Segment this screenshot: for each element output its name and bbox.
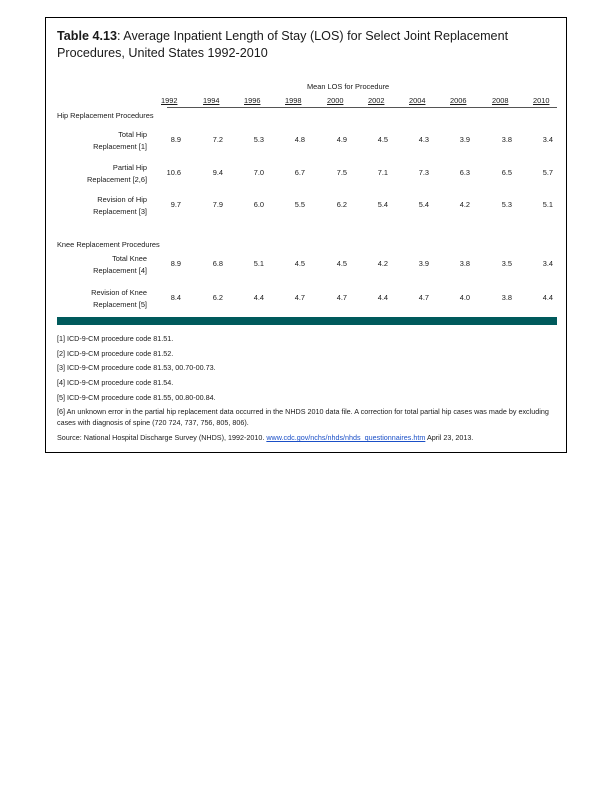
table-cell: 3.8 (501, 135, 512, 144)
section-heading: Knee Replacement Procedures (57, 240, 160, 249)
table-cell: 5.4 (377, 200, 388, 209)
table-cell: 4.3 (418, 135, 429, 144)
table-cell: 8.9 (170, 135, 181, 144)
table-cell: 3.8 (459, 259, 470, 268)
table-title-text: : Average Inpatient Length of Stay (LOS) for Select Joint Replacement Procedures, United States 1992-2010 (57, 29, 509, 60)
table-cell: 8.9 (170, 259, 181, 268)
source-prefix: Source: National Hospital Discharge Survey (NHDS), 1992-2010. (57, 433, 267, 443)
table-cell: 3.5 (501, 259, 512, 268)
table-cell: 6.5 (501, 168, 512, 177)
year-header: 2000 (327, 96, 344, 105)
table-cell: 3.4 (542, 259, 553, 268)
table-cell: 9.7 (170, 200, 181, 209)
table-cell: 3.4 (542, 135, 553, 144)
table-cell: 7.9 (212, 200, 223, 209)
header-rule (167, 107, 557, 108)
table-cell: 4.7 (336, 293, 347, 302)
row-label (57, 194, 147, 218)
source-link[interactable]: www.cdc.gov/nchs/nhds/nhds_questionnaires.htm (266, 433, 426, 443)
table-cell: 5.5 (294, 200, 305, 209)
table-cell: 5.3 (501, 200, 512, 209)
footnote: [1] ICD-9-CM procedure code 81.51. (57, 334, 174, 343)
year-header: 2010 (533, 96, 550, 105)
row-label-line: Replacement [1] (93, 142, 147, 151)
table-cell: 4.2 (459, 200, 470, 209)
year-header: 2002 (368, 96, 385, 105)
year-header: 1998 (285, 96, 302, 105)
row-label-line: Revision of Hip (97, 195, 147, 204)
table-cell: 7.2 (212, 135, 223, 144)
table-cell: 7.3 (418, 168, 429, 177)
year-header-row (57, 96, 557, 106)
table-cell: 6.0 (253, 200, 264, 209)
table-cell: 4.5 (294, 259, 305, 268)
row-label (57, 129, 147, 153)
table-cell: 5.7 (542, 168, 553, 177)
source-note (57, 432, 557, 443)
footnote: [5] ICD-9-CM procedure code 81.55, 00.80-00.84. (57, 392, 216, 402)
row-label (57, 287, 147, 311)
row-label-line: Revision of Knee (91, 288, 147, 297)
row-label-line: Total Hip (118, 130, 147, 139)
table-cell: 4.2 (377, 259, 388, 268)
row-label-line: Replacement [5] (93, 300, 147, 309)
table-cell: 4.4 (377, 293, 388, 302)
footnote: [6] An unknown error in the partial hip replacement data occurred in the NHDS 2010 data file. A correction for total partial hip cases was made by excluding cases with diagnosis of spine (720 724, 737, 756, 805, 806). (57, 407, 549, 428)
row-label-line: Replacement [2,6] (87, 175, 147, 184)
table-title (57, 28, 557, 62)
table-cell: 6.2 (212, 293, 223, 302)
section-heading: Hip Replacement Procedures (57, 111, 154, 120)
year-header: 1996 (244, 96, 261, 105)
row-label-line: Replacement [3] (93, 207, 147, 216)
table-cell: 3.9 (418, 259, 429, 268)
group-header: Mean LOS for Procedure (307, 82, 390, 91)
table-cell: 7.5 (336, 168, 347, 177)
table-cell: 10.6 (166, 168, 181, 177)
year-header: 1992 (161, 96, 178, 105)
table-cell: 4.5 (377, 135, 388, 144)
divider-band (57, 317, 557, 325)
table-frame (45, 17, 567, 453)
table-cell: 6.3 (459, 168, 470, 177)
row-label (57, 253, 147, 277)
source-suffix: April 23, 2013. (425, 433, 474, 443)
table-cell: 3.9 (459, 135, 470, 144)
table-cell: 3.8 (501, 293, 512, 302)
year-header: 1994 (203, 96, 220, 105)
year-header: 2006 (450, 96, 467, 105)
table-cell: 6.8 (212, 259, 223, 268)
footnote: [2] ICD-9-CM procedure code 81.52. (57, 348, 174, 358)
table-cell: 4.4 (542, 293, 553, 302)
table-cell: 4.8 (294, 135, 305, 144)
table-cell: 4.0 (459, 293, 470, 302)
table-cell: 7.1 (377, 168, 388, 177)
row-label (57, 162, 147, 186)
row-label-line: Replacement [4] (93, 266, 147, 275)
table-cell: 4.7 (418, 293, 429, 302)
table-cell: 4.5 (336, 259, 347, 268)
table-cell: 8.4 (170, 293, 181, 302)
row-label-line: Total Knee (112, 254, 147, 263)
table-number: Table 4.13 (57, 29, 117, 43)
footnotes (57, 333, 557, 447)
table-cell: 6.2 (336, 200, 347, 209)
table-cell: 4.4 (253, 293, 264, 302)
year-header: 2008 (492, 96, 509, 105)
table-cell: 4.7 (294, 293, 305, 302)
footnote: [3] ICD-9-CM procedure code 81.53, 00.70-00.73. (57, 363, 216, 373)
table-cell: 7.0 (253, 168, 264, 177)
row-label-line: Partial Hip (112, 163, 147, 172)
table-cell: 5.3 (253, 135, 264, 144)
table-cell: 5.4 (418, 200, 429, 209)
table-cell: 5.1 (542, 200, 553, 209)
table-cell: 4.9 (336, 135, 347, 144)
table-cell: 6.7 (294, 168, 305, 177)
table-cell: 9.4 (212, 168, 223, 177)
footnote: [4] ICD-9-CM procedure code 81.54. (57, 378, 174, 388)
table-cell: 5.1 (253, 259, 264, 268)
year-header: 2004 (409, 96, 426, 105)
